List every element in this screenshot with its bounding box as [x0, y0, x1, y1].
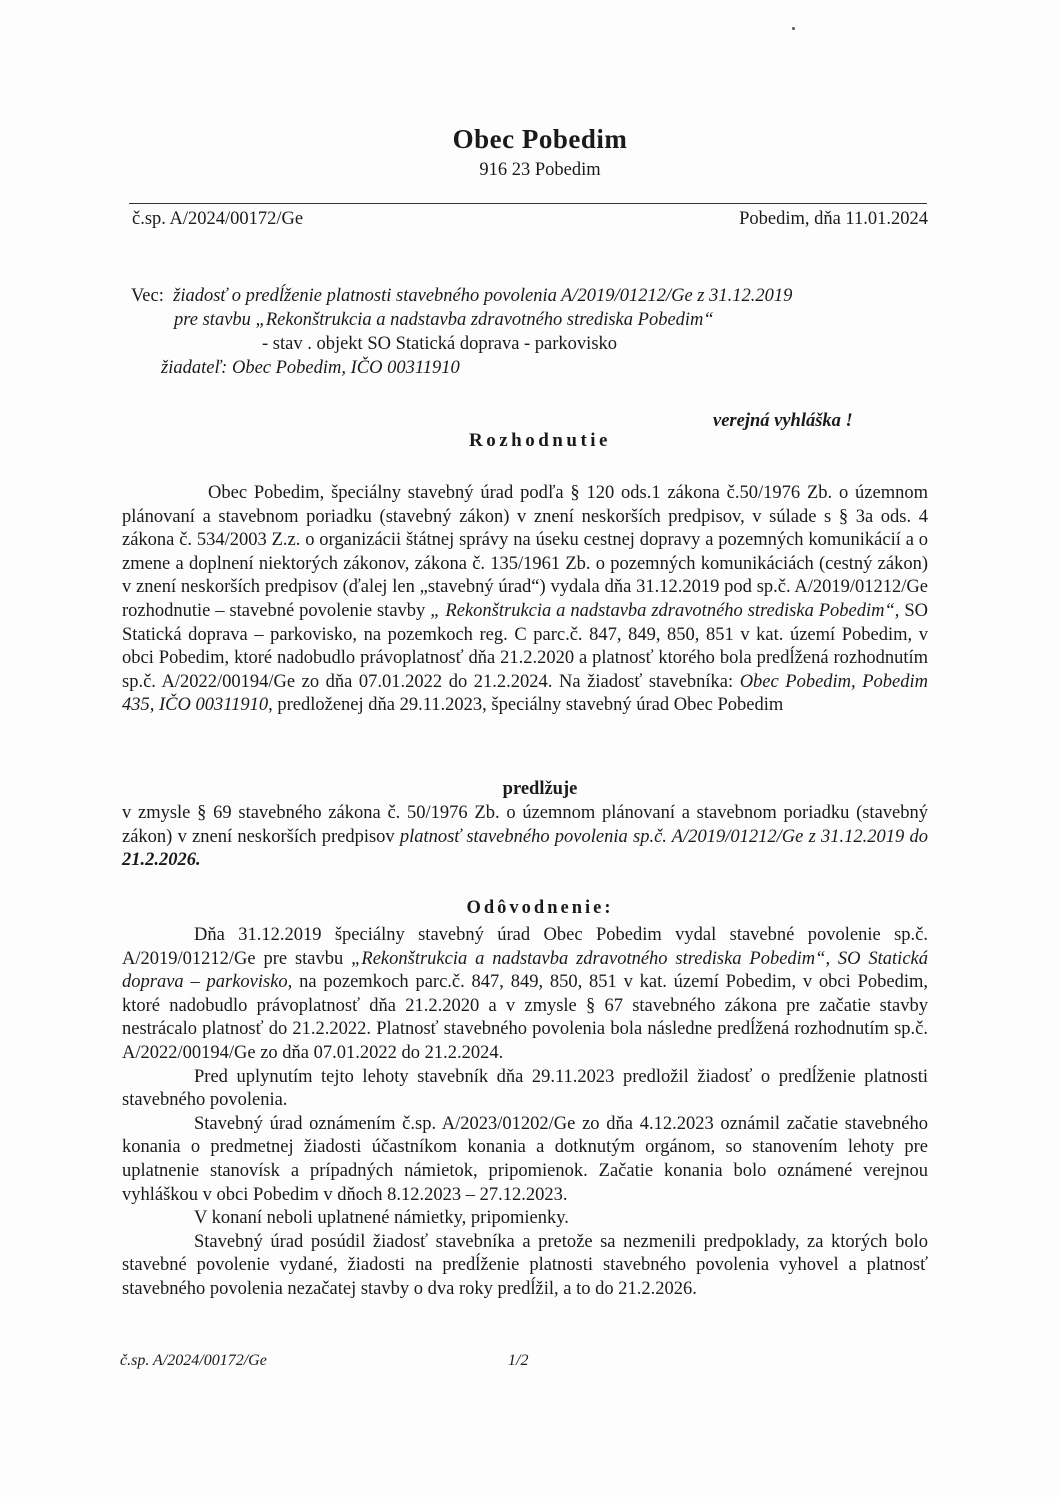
subject-line-3: - stav . objekt SO Statická doprava - parkovisko — [262, 334, 618, 354]
decision-heading: Rozhodnutie — [469, 430, 611, 451]
issuer-address: 916 23 Pobedim — [479, 160, 601, 180]
reasoning-heading: Odôvodnenie: — [466, 898, 614, 918]
issuer-name: Obec Pobedim — [452, 124, 628, 154]
footer-reference: č.sp. A/2024/00172/Ge — [120, 1352, 267, 1369]
subject-block — [131, 284, 921, 380]
page-number: 1/2 — [508, 1352, 529, 1369]
reasoning-p4: V konaní neboli uplatnené námietky, pripomienky. — [194, 1208, 569, 1229]
header-rule — [129, 203, 927, 204]
subject-line-1 — [131, 284, 921, 308]
decision-p1-building: „ Rekonštrukcia a nadstavba zdravotného strediska Pobedim“ — [430, 600, 895, 621]
subject-line-4: žiadateľ: Obec Pobedim, IČO 00311910 — [161, 358, 460, 378]
scan-speck — [792, 27, 795, 30]
decision-paragraph-1 — [122, 482, 928, 718]
decision-p1-c: , SO Statická doprava – parkovisko, na pozemkoch reg. C parc.č. 847, 849, 850, 851 v kat. území Pobedim, v obci Pobedim, ktoré nadobudlo právoplatnosť dňa 21.2.2020 a platnosť ktorého bola predĺžená rozhodnutím sp.č. A/2022/00194/Ge zo dňa 07.01.2022 do 21.2.2024. Na žiadosť stavebníka: — [122, 600, 928, 692]
decision-p1-e: , predloženej dňa 29.11.2023, špeciálny stavebný úrad Obec Pobedim — [268, 695, 784, 716]
decision-paragraph-2 — [122, 802, 928, 873]
reasoning-p2: Pred uplynutím tejto lehoty stavebník dňa 29.11.2023 predložil žiadosť o predĺženie platnosti stavebného povolenia. — [122, 1066, 928, 1111]
subject-line-2: pre stavbu „Rekonštrukcia a nadstavba zdravotného strediska Pobedim“ — [174, 310, 714, 330]
reasoning-paragraphs — [122, 924, 928, 1302]
decision-p2-new-date: 21.2.2026. — [122, 850, 201, 871]
reasoning-p1-c: na pozemkoch parc.č. 847, 849, 850, 851 v kat. území Pobedim, v obci Pobedim, ktoré nadobudlo právoplatnosť dňa 21.2.2020 a v zmysle § 67 stavebného zákona pre začatie stavby nestrácalo platnosť do 21.2.2022. Platnosť stavebného povolenia bola následne predĺžená rozhodnutím sp.č. A/2022/00194/Ge zo dňa 07.01.2022 do 21.2.2024. — [122, 972, 928, 1063]
subject-label: Vec: — [131, 286, 164, 306]
reasoning-p1-building: „Rekonštrukcia a nadstavba zdravotného strediska Pobedim“, SO Statická doprava – parkovisko, — [122, 948, 928, 993]
reference-number: č.sp. A/2024/00172/Ge — [132, 209, 304, 229]
decision-p2-validity: platnosť stavebného povolenia sp.č. A/2019/01212/Ge z 31.12.2019 do — [399, 826, 928, 847]
reasoning-p1-a: Dňa 31.12.2019 špeciálny stavebný úrad Obec Pobedim vydal stavebné povolenie sp.č. A/2019/01212/Ge pre stavbu — [122, 925, 928, 969]
place-date: Pobedim, dňa 11.01.2024 — [739, 209, 928, 229]
decision-p1-applicant: Obec Pobedim, Pobedim 435, IČO 00311910 — [122, 671, 928, 716]
decision-p2-a: v zmysle § 69 stavebného zákona č. 50/1976 Zb. o územnom plánovaní a stavebnom poriadku (stavebný zákon) v znení neskorších predpisov — [122, 803, 928, 847]
public-notice: verejná vyhláška ! — [713, 411, 853, 431]
subject-text-1: žiadosť o predĺženie platnosti stavebného povolenia A/2019/01212/Ge z 31.12.2019 — [173, 286, 793, 306]
decision-verb: predlžuje — [502, 779, 578, 799]
decision-p1-a: Obec Pobedim, špeciálny stavebný úrad podľa § 120 ods.1 zákona č.50/1976 Zb. o územnom plánovaní a stavebnom poriadku (stavebný zákon) v znení neskorších predpisov, v súlade s § 3a ods. 4 zákona č. 534/2003 Z.z. o organizácii štátnej správy na úseku cestnej dopravy a pozemných komunikácií a o zmene a doplnení niektorých zákonov, zákona č. 135/1961 Zb. o pozemných komunikáciách (cestný zákon) v znení neskorších predpisov (ďalej len „stavebný úrad“) vydala dňa 31.12.2019 pod sp.č. A/2019/01212/Ge rozhodnutie – stavebné povolenie stavby — [122, 483, 928, 621]
reasoning-p5: Stavebný úrad posúdil žiadosť stavebníka a pretože sa nezmenili predpoklady, za ktorých bolo stavebné povolenie vydané, žiadosti na predĺženie platnosti stavebného povolenia vyhovel a platnosť stavebného povolenia nezačatej stavby o dva roky predĺžil, a to do 21.2.2026. — [122, 1231, 928, 1299]
reference-line — [132, 209, 928, 230]
reasoning-p3: Stavebný úrad oznámením č.sp. A/2023/01202/Ge zo dňa 4.12.2023 oznámil začatie stavebného konania o predmetnej žiadosti účastníkom konania a dotknutým orgánom, so stanovením lehoty pre uplatnenie stanovísk a prípadných námietok, pripomienok. Začatie konania bolo oznámené verejnou vyhláškou v obci Pobedim v dňoch 8.12.2023 – 27.12.2023. — [122, 1113, 928, 1205]
